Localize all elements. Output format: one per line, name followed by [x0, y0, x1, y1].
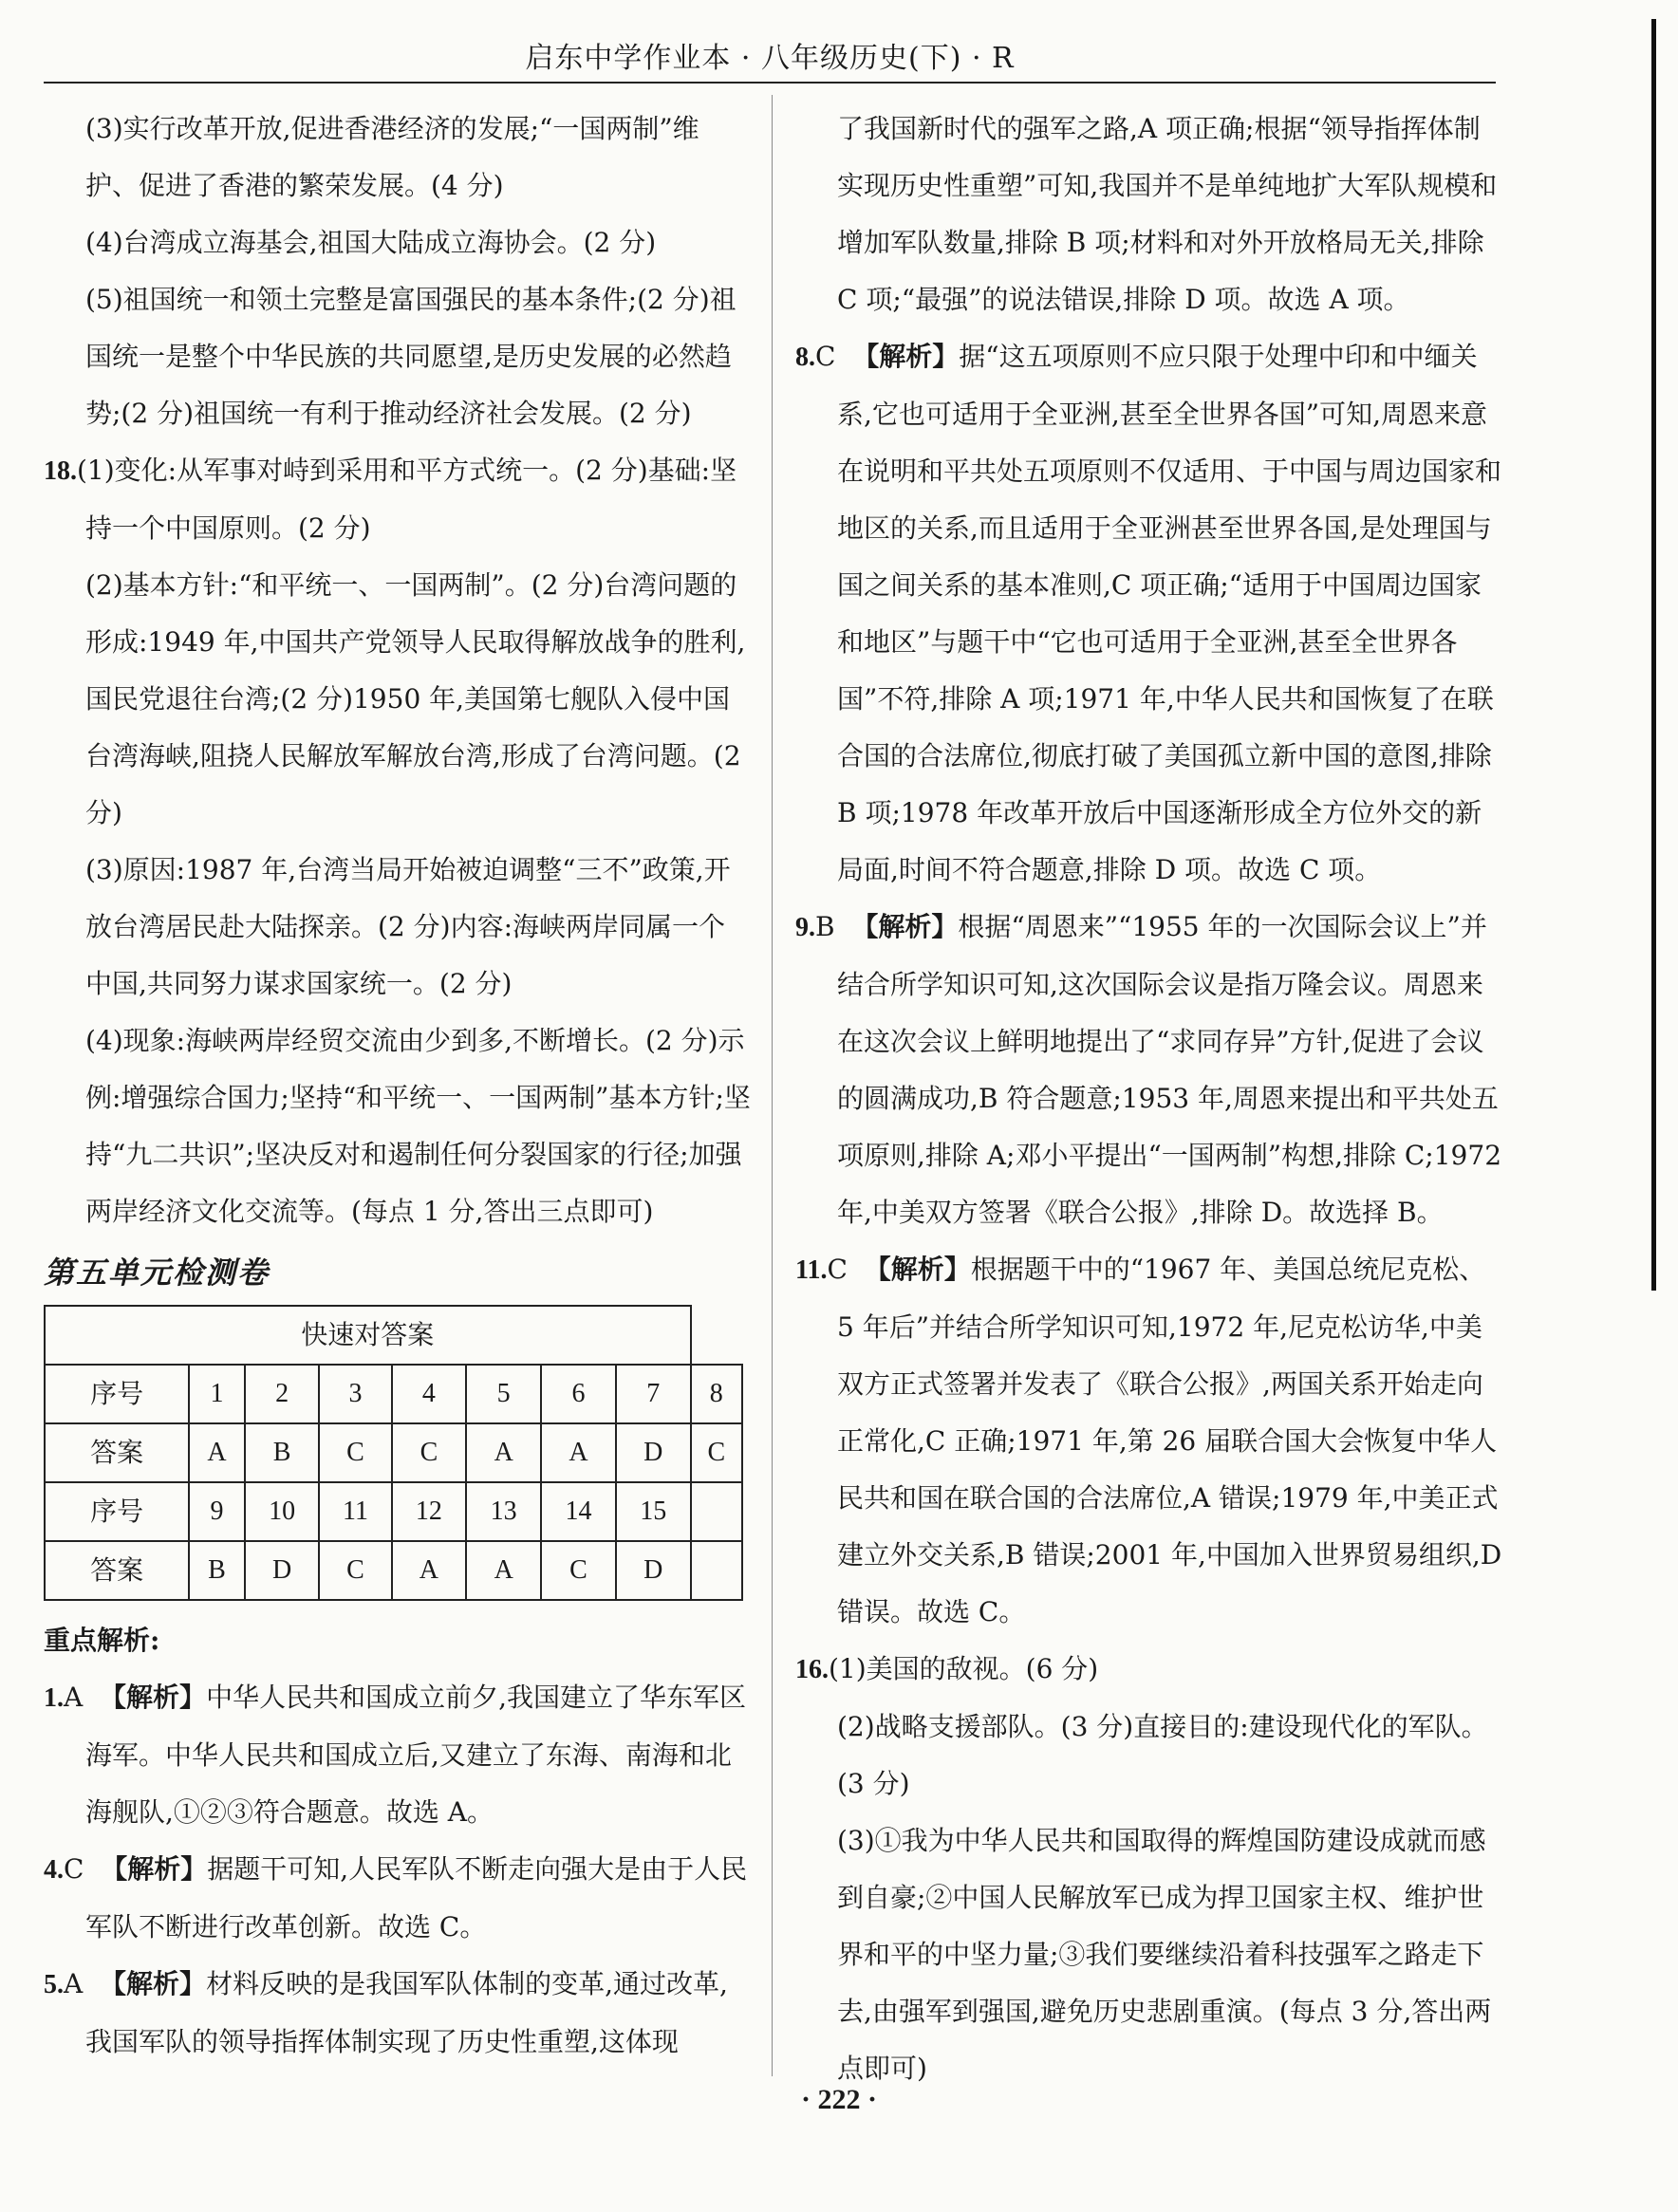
answer-table-caption: 快速对答案 [45, 1306, 691, 1365]
q18-part4: (4)现象:海峡两岸经贸交流由少到多,不断增长。(2 分)示例:增强综合国力;坚持“和平统一、一国两制”基本方针;坚持“九二共识”;坚决反对和遏制任何分裂国家的行径;加强两岸经济文化交流等。(每点 1 分,答出三点即可) [85, 1025, 751, 1227]
section-title: 第五单元检测卷 [44, 1255, 270, 1291]
q18-part2: (2)基本方针:“和平统一、一国两制”。(2 分)台湾问题的形成:1949 年,中国共产党领导人民取得解放战争的胜利,国民党退往台湾;(2 分)1950 年,美国第七舰队入侵中国台湾海峡,阻挠人民解放军解放台湾,形成了台湾问题。(2 分) [85, 569, 746, 828]
item-answer: A [64, 1968, 84, 1999]
item-text: 据题干可知,人民军队不断走向强大是由于人民军队不断进行改革创新。故选 C。 [85, 1853, 748, 1942]
analysis-item-1 [44, 1669, 751, 1841]
q16-part1 [795, 1641, 1502, 1699]
analysis-tag: 【解析】 [100, 1682, 207, 1713]
analysis-tag: 【解析】 [852, 341, 960, 372]
column-divider [772, 95, 773, 2076]
analysis-item-4 [44, 1841, 751, 1956]
analysis-item-5-continued: 了我国新时代的强军之路,A 项正确;根据“领导指挥体制实现历史性重塑”可知,我国并不是单纯地扩大军队规模和增加军队数量,排除 B 项;材料和对外开放格局无关,排除 C 项;“最强”的说法错误,排除 D 项。故选 A 项。 [837, 113, 1498, 315]
item-answer: C [64, 1853, 84, 1885]
item-text: 中华人民共和国成立前夕,我国建立了华东军区海军。中华人民共和国成立后,又建立了东海、南海和北海舰队,①②③符合题意。故选 A。 [85, 1682, 746, 1828]
q16-part3: (3)①我为中华人民共和国取得的辉煌国防建设成就而感到自豪;②中国人民解放军已成为捍卫国家主权、维护世界和平的中坚力量;③我们要继续沿着科技强军之路走下去,由强军到强国,避免历史悲剧重演。(每点 3 分,答出两点即可) [837, 1825, 1492, 2084]
q16-number: 16. [795, 1655, 829, 1684]
item-text: 根据“周恩来”“1955 年的一次国际会议上”并结合所学知识可知,这次国际会议是指万隆会议。周恩来在这次会议上鲜明地提出了“求同存异”方针,促进了会议的圆满成功,B 符合题意;1953 年,周恩来提出和平共处五项原则,排除 A;邓小平提出“一国两制”构想,排除 C;1972 年,中美双方签署《联合公报》,排除 D。故选择 B。 [837, 911, 1502, 1228]
table-cell: C [319, 1423, 391, 1482]
answer-table [44, 1305, 743, 1601]
seq-label: 序号 [45, 1482, 189, 1541]
page-number: · 222 · [800, 2084, 877, 2115]
table-cell: 15 [616, 1482, 691, 1541]
page-header [44, 36, 1496, 84]
table-cell: 14 [541, 1482, 616, 1541]
table-cell: 8 [691, 1365, 742, 1423]
key-analysis-title: 重点解析: [44, 1625, 160, 1656]
item-answer: C [827, 1254, 848, 1285]
table-cell: 11 [319, 1482, 391, 1541]
item-number: 4. [44, 1855, 64, 1885]
table-cell: D [245, 1541, 320, 1600]
table-cell: 12 [392, 1482, 467, 1541]
table-cell: C [691, 1423, 742, 1482]
answer-table-row [45, 1541, 742, 1600]
q18-part1 [44, 442, 751, 557]
table-cell: A [541, 1423, 616, 1482]
q18-part3: (3)原因:1987 年,台湾当局开始被迫调整“三不”政策,开放台湾居民赴大陆探亲。(2 分)内容:海峡两岸同属一个中国,共同努力谋求国家统一。(2 分) [85, 854, 731, 999]
left-column [44, 101, 751, 2071]
table-cell: 3 [319, 1365, 391, 1423]
table-cell: 7 [616, 1365, 691, 1423]
q16-part2: (2)战略支援部队。(3 分)直接目的:建设现代化的军队。(3 分) [837, 1711, 1488, 1799]
ans-label: 答案 [45, 1423, 189, 1482]
analysis-item-5 [44, 1956, 751, 2071]
table-cell: 4 [392, 1365, 467, 1423]
table-cell [691, 1482, 742, 1541]
analysis-tag: 【解析】 [864, 1254, 971, 1285]
q18-part1-text: (1)变化:从军事对峙到采用和平方式统一。(2 分)基础:坚持一个中国原则。(2 分) [77, 455, 737, 544]
q17-part3: (3)实行改革开放,促进香港经济的发展;“一国两制”维护、促进了香港的繁荣发展。(4 分) [85, 113, 699, 201]
table-cell: 1 [189, 1365, 244, 1423]
edge-rule [1651, 19, 1656, 1291]
table-cell: 5 [466, 1365, 541, 1423]
seq-label: 序号 [45, 1365, 189, 1423]
table-cell: B [189, 1541, 244, 1600]
item-number: 5. [44, 1970, 64, 1999]
q18-number: 18. [44, 456, 77, 486]
table-cell: B [245, 1423, 320, 1482]
answer-table-row [45, 1365, 742, 1423]
item-text: 据“这五项原则不应只限于处理中印和中缅关系,它也可适用于全亚洲,甚至全世界各国”可知,周恩来意在说明和平共处五项原则不仅适用、于中国与周边国家和地区的关系,而且适用于全亚洲甚至世界各国,是处理国与国之间关系的基本准则,C 项正确;“适用于中国周边国家和地区”与题干中“它也可适用于全亚洲,甚至全世界各国”不符,排除 A 项;1971 年,中华人民共和国恢复了在联合国的合法席位,彻底打破了美国孤立新中国的意图,排除 B 项;1978 年改革开放后中国逐渐形成全方位外交的新局面,时间不符合题意,排除 D 项。故选 C 项。 [837, 341, 1502, 885]
table-cell: A [466, 1423, 541, 1482]
item-number: 8. [795, 343, 815, 372]
item-answer: A [64, 1682, 84, 1713]
table-cell: 9 [189, 1482, 244, 1541]
analysis-tag: 【解析】 [851, 911, 959, 942]
table-cell: A [392, 1541, 467, 1600]
table-cell: 13 [466, 1482, 541, 1541]
analysis-item-8 [795, 328, 1502, 899]
q16-part1-text: (1)美国的敌视。(6 分) [829, 1653, 1099, 1684]
item-text: 根据题干中的“1967 年、美国总统尼克松、5 年后”并结合所学知识可知,1972 年,尼克松访华,中美双方正式签署并发表了《联合公报》,两国关系开始走向正常化,C 正确;1971 年,第 26 届联合国大会恢复中华人民共和国在联合国的合法席位,A 错误;1979 年,中美正式建立外交关系,B 错误;2001 年,中国加入世界贸易组织,D 错误。故选 C。 [837, 1254, 1502, 1627]
table-cell: 6 [541, 1365, 616, 1423]
analysis-item-11 [795, 1241, 1502, 1641]
table-cell: A [466, 1541, 541, 1600]
analysis-tag: 【解析】 [101, 1853, 208, 1885]
table-cell: D [616, 1541, 691, 1600]
ans-label: 答案 [45, 1541, 189, 1600]
item-number: 11. [795, 1255, 828, 1285]
table-cell: 10 [245, 1482, 320, 1541]
q17-part5: (5)祖国统一和领土完整是富国强民的基本条件;(2 分)祖国统一是整个中华民族的共同愿望,是历史发展的必然趋势;(2 分)祖国统一有利于推动经济社会发展。(2 分) [85, 284, 736, 429]
item-number: 1. [44, 1683, 64, 1713]
item-answer: C [815, 341, 836, 372]
table-cell: C [392, 1423, 467, 1482]
answer-table-row [45, 1482, 742, 1541]
table-cell: 2 [245, 1365, 320, 1423]
answer-table-row [45, 1423, 742, 1482]
q17-part4: (4)台湾成立海基会,祖国大陆成立海协会。(2 分) [85, 227, 657, 258]
table-cell: C [319, 1541, 391, 1600]
table-cell: A [189, 1423, 244, 1482]
table-cell: C [541, 1541, 616, 1600]
table-cell [691, 1541, 742, 1600]
analysis-item-9 [795, 899, 1502, 1241]
item-number: 9. [795, 913, 815, 942]
table-cell: D [616, 1423, 691, 1482]
item-text: 材料反映的是我国军队体制的变革,通过改革,我国军队的领导指挥体制实现了历史性重塑,这体现 [85, 1968, 728, 2057]
header-title: 启东中学作业本 · 八年级历史(下) · R [525, 42, 1015, 75]
right-column [795, 101, 1502, 2097]
analysis-tag: 【解析】 [100, 1968, 207, 1999]
item-answer: B [815, 911, 835, 942]
